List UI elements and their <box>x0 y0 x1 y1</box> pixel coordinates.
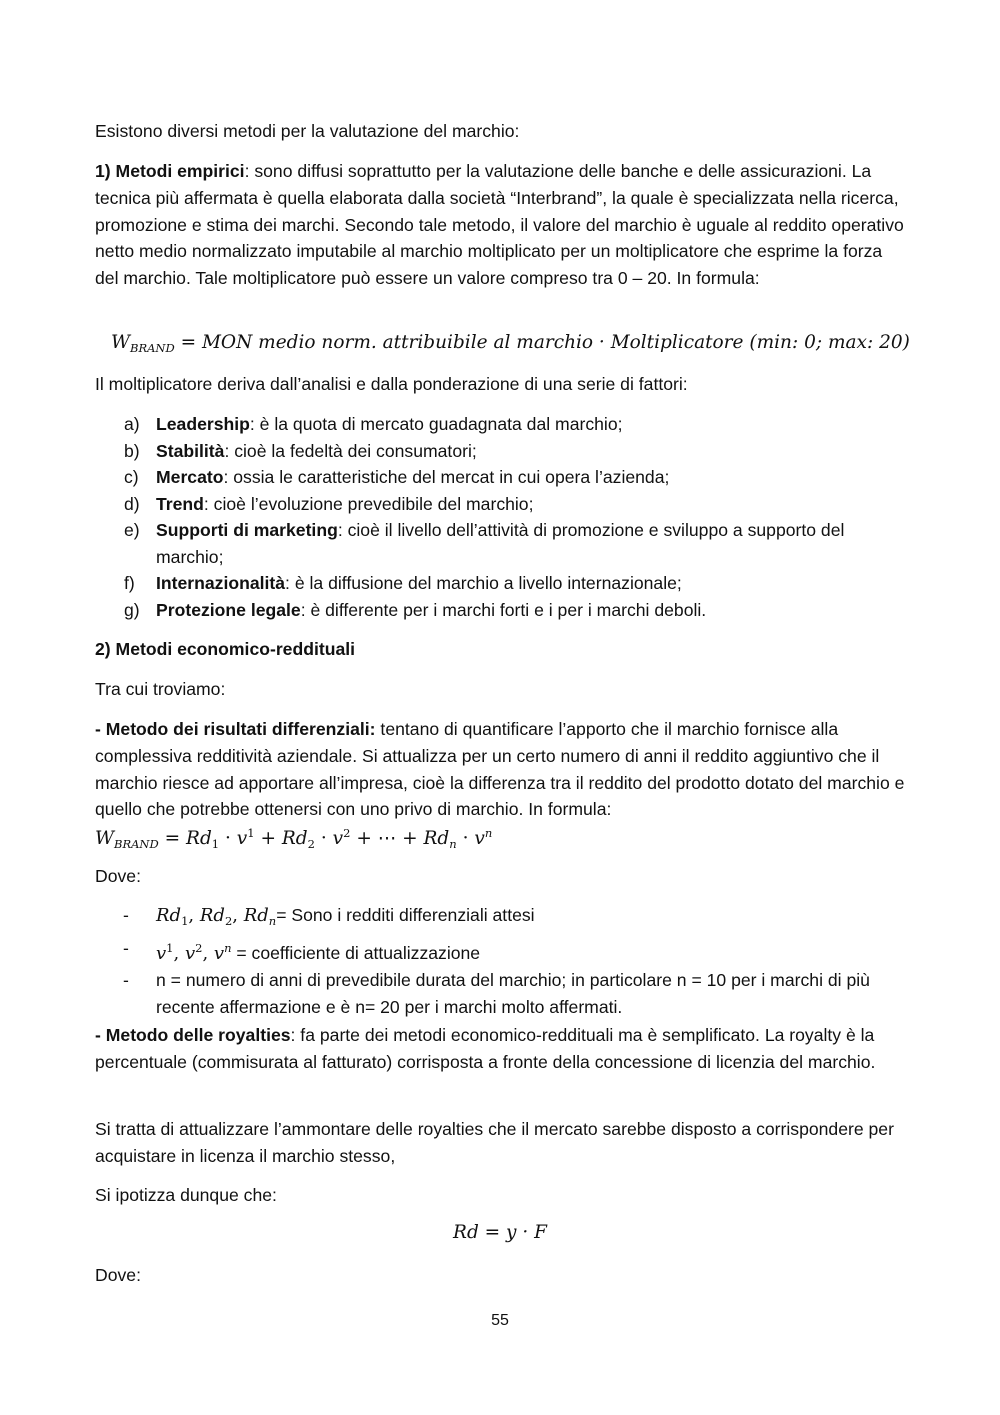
page-number: 55 <box>491 1312 509 1329</box>
section2-intro: Tra cui troviamo: <box>95 679 226 699</box>
hypothesis-line: Si ipotizza dunque che: <box>95 1185 277 1205</box>
list-item: b) Stabilità: cioè la fedeltà dei consumatori; <box>124 440 477 461</box>
method-roy-paragraph <box>95 1022 910 1076</box>
section1-text: : sono diffusi soprattutto per la valutazione delle banche e delle assicurazioni. La tecnica più affermata è quella elaborata dalla società “Interbrand”, la quale è specializzata nella ricerca, promozione e stima dei marchi. Secondo tale metodo, il valore del marchio è uguale al reddito operativo netto medio normalizzato imputabile al marchio moltiplicato per un moltiplicatore che esprime la forza del marchio. Tale moltiplicatore può essere un valore compreso tra 0 – 20. In formula: <box>95 161 904 289</box>
section1-title: 1) Metodi empirici <box>95 161 245 181</box>
method-diff-title: - Metodo dei risultati differenziali: <box>95 719 376 739</box>
list-item: - $v^1$, $v^2$, $v^n$ = coefficiente di attualizzazione <box>123 937 481 964</box>
list-item: c) Mercato: ossia le caratteristiche del mercat in cui opera l’azienda; <box>124 467 670 487</box>
formula-rd: Rd = y · F <box>453 1222 547 1243</box>
formula-differential: $W_{BRAND} = Rd_1 \cdot v^1 + Rd_2 \cdot v^2$ + ⋯ + $Rd_n \cdot v^n$ <box>95 826 493 851</box>
method-diff-text: tentano di quantificare l’apporto che il marchio fornisce alla complessiva redditività aziendale. Si attualizza per un certo numero di anni il reddito aggiuntivo che il marchio riesce ad apportare all’impresa, cioè la differenza tra il reddito del prodotto dotato del marchio e quello che potrebbe ottenersi con uno privo di marchio. In formula: <box>95 719 905 820</box>
section2-title: 2) Metodi economico-reddituali <box>95 639 356 659</box>
list-item: - n = numero di anni di prevedibile durata del marchio; in particolare n = 10 per i marchi di più recente affermazione e è n= 20 per i marchi molto affermati. <box>123 970 870 1017</box>
formula-range: (min: 0; max: 20) <box>749 332 910 353</box>
list-item: e) Supporti di marketing: cioè il livello dell’attività di promozione e sviluppo a supporto del marchio; <box>124 520 845 567</box>
royalties-paragraph: Si tratta di attualizzare l’ammontare delle royalties che il mercato sarebbe disposto a corrispondere per acquistare in licenza il marchio stesso, <box>95 1119 894 1166</box>
list-item: f) Internazionalità: è la diffusione del marchio a livello internazionale; <box>124 573 682 593</box>
dove-label-2: Dove: <box>95 1265 141 1285</box>
factors-list <box>95 411 910 623</box>
list-item: - $Rd_1$, $Rd_2$, $Rd_n=$ Sono i redditi differenziali attesi <box>123 905 535 928</box>
formula-brand-value: $W_{BRAND}$ = MON medio norm. attribuibile al marchio · Moltiplicatore (min: 0; max: 20) <box>111 332 910 355</box>
method-diff-paragraph <box>95 716 910 823</box>
section1-paragraph <box>95 158 910 292</box>
list-item: g) Protezione legale: è differente per i marchi forti e i per i marchi deboli. <box>124 599 707 620</box>
dove-label-1: Dove: <box>95 866 141 886</box>
list-item: d) Trend: cioè l’evoluzione prevedibile del marchio; <box>124 493 534 514</box>
formula-rhs: = MON medio norm. attribuibile al marchio · Moltiplicatore <box>180 332 744 353</box>
list-item: a) Leadership: è la quota di mercato guadagnata dal marchio; <box>124 414 623 434</box>
intro-paragraph: Esistono diversi metodi per la valutazione del marchio: <box>95 121 520 141</box>
method-roy-title: - Metodo delle royalties <box>95 1025 291 1045</box>
dove-list <box>95 902 910 1020</box>
factors-intro: Il moltiplicatore deriva dall’analisi e dalla ponderazione di una serie di fattori: <box>95 374 688 394</box>
method-roy-text: : fa parte dei metodi economico-reddituali ma è semplificato. La royalty è la percentuale (commisurata al fatturato) corrisposta a fronte della concessione di licenzia del marchio. <box>95 1025 876 1072</box>
